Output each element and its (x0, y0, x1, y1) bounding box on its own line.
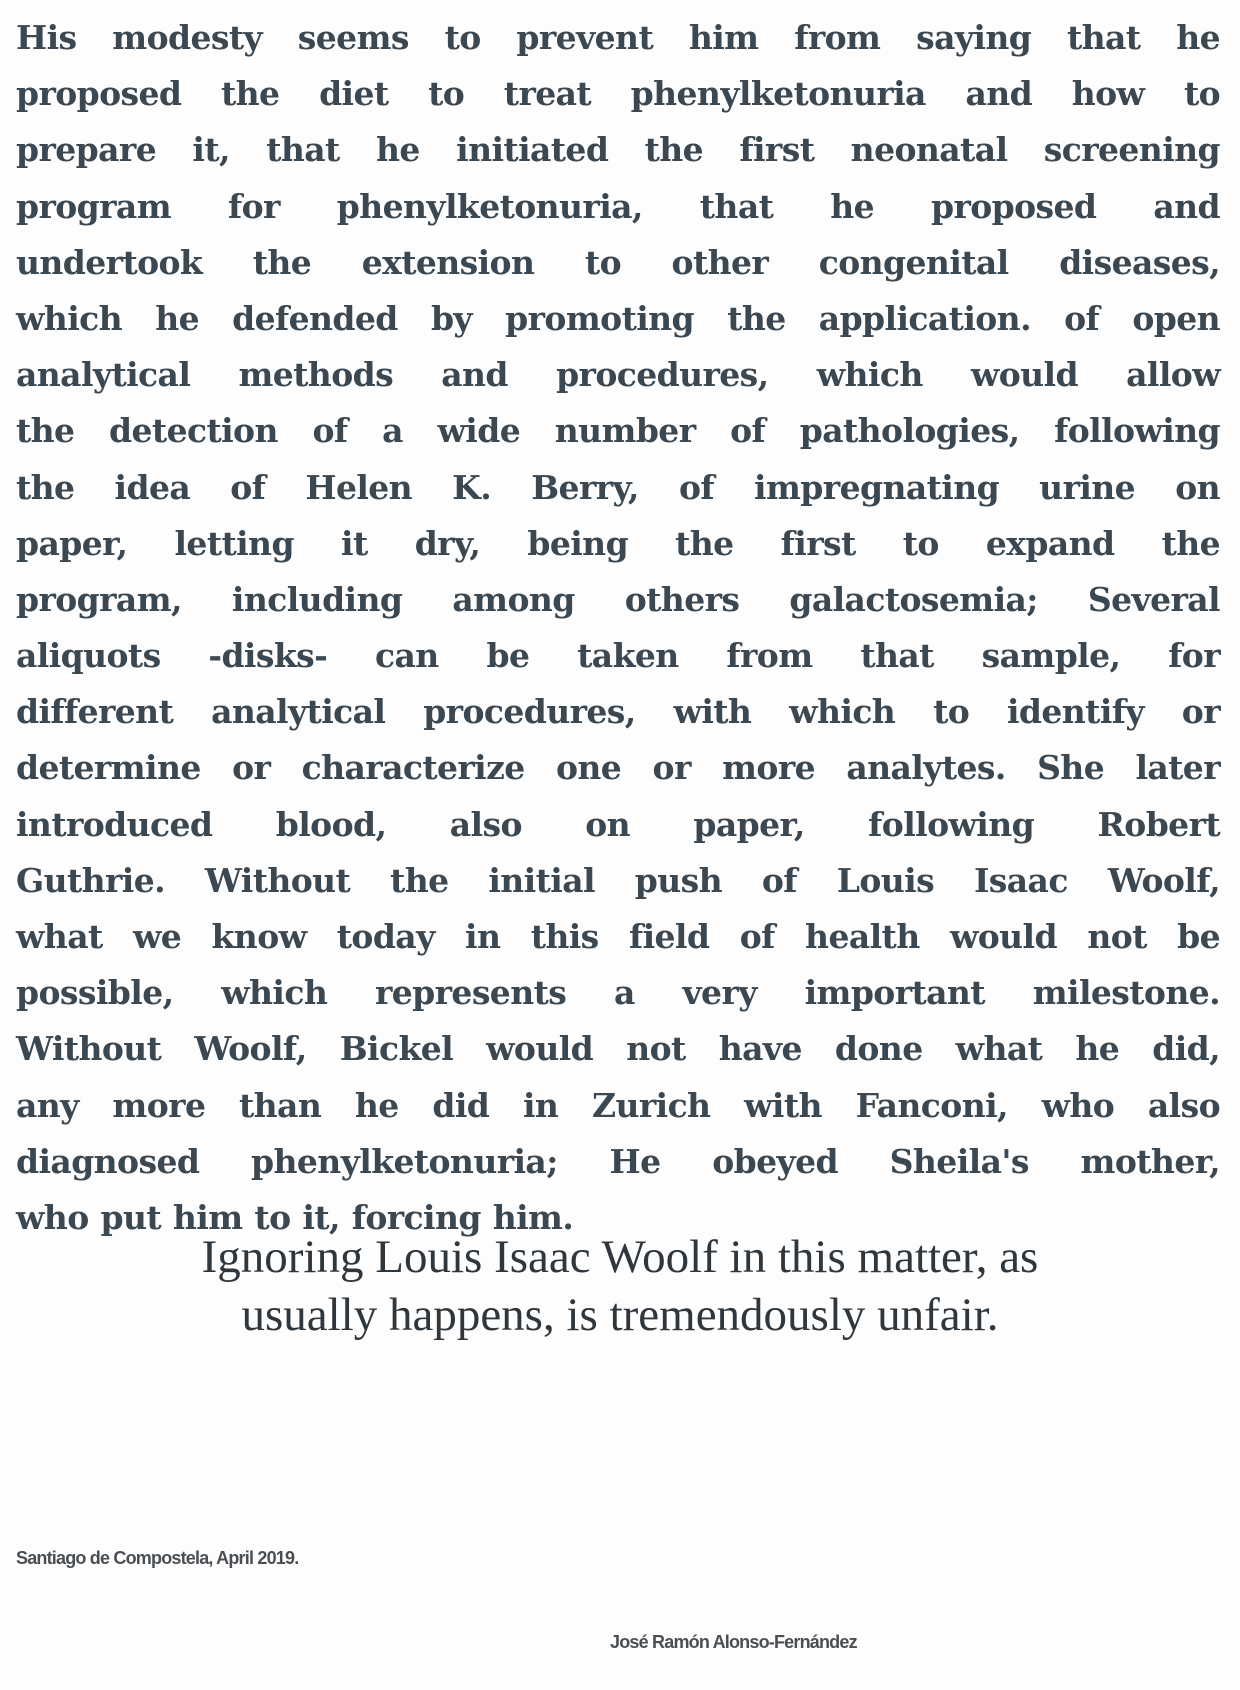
paragraph-line: program, including among others galactosemia; Several (16, 579, 1220, 619)
paragraph-line: the detection of a wide number of pathologies, following (16, 411, 1220, 451)
paragraph-line: the idea of Helen K. Berry, of impregnating urine on (16, 467, 1220, 507)
paragraph-line: program for phenylketonuria, that he proposed and (16, 186, 1220, 226)
place-and-date: Santiago de Compostela, April 2019. (16, 1548, 299, 1568)
paragraph-line: analytical methods and procedures, which would allow (16, 355, 1220, 395)
quote-line: usually happens, is tremendously unfair. (241, 1289, 999, 1341)
paragraph-line: any more than he did in Zurich with Fanconi, who also (16, 1085, 1220, 1125)
paragraph-line: different analytical procedures, with which to identify or (16, 692, 1220, 732)
paragraph-line: introduced blood, also on paper, following Robert (16, 804, 1220, 844)
paragraph-line: possible, which represents a very important milestone. (16, 973, 1220, 1013)
pull-quote (0, 1228, 1240, 1344)
paragraph-line: paper, letting it dry, being the first to expand the (16, 523, 1220, 563)
paragraph-line: Without Woolf, Bickel would not have done what he did, (16, 1029, 1220, 1069)
body-paragraph (16, 10, 1220, 1246)
paragraph-line: Guthrie. Without the initial push of Louis Isaac Woolf, (16, 860, 1220, 900)
paragraph-line: proposed the diet to treat phenylketonuria and how to (16, 74, 1220, 114)
paragraph-line: which he defended by promoting the application. of open (16, 298, 1220, 338)
paragraph-line: His modesty seems to prevent him from saying that he (16, 18, 1220, 57)
paragraph-line: undertook the extension to other congenital diseases, (16, 242, 1220, 282)
paragraph-line: what we know today in this field of health would not be (16, 917, 1220, 956)
paragraph-line: diagnosed phenylketonuria; He obeyed Sheila's mother, (16, 1141, 1220, 1181)
paragraph-line: determine or characterize one or more analytes. She later (16, 748, 1220, 788)
paragraph-line: aliquots -disks- can be taken from that sample, for (16, 636, 1220, 676)
paragraph-line: who put him to it, forcing him. (16, 1197, 574, 1237)
author-signature: José Ramón Alonso-Fernández (610, 1632, 857, 1652)
quote-line: Ignoring Louis Isaac Woolf in this matter, as (201, 1231, 1039, 1283)
paragraph-line: prepare it, that he initiated the first neonatal screening (16, 130, 1220, 170)
